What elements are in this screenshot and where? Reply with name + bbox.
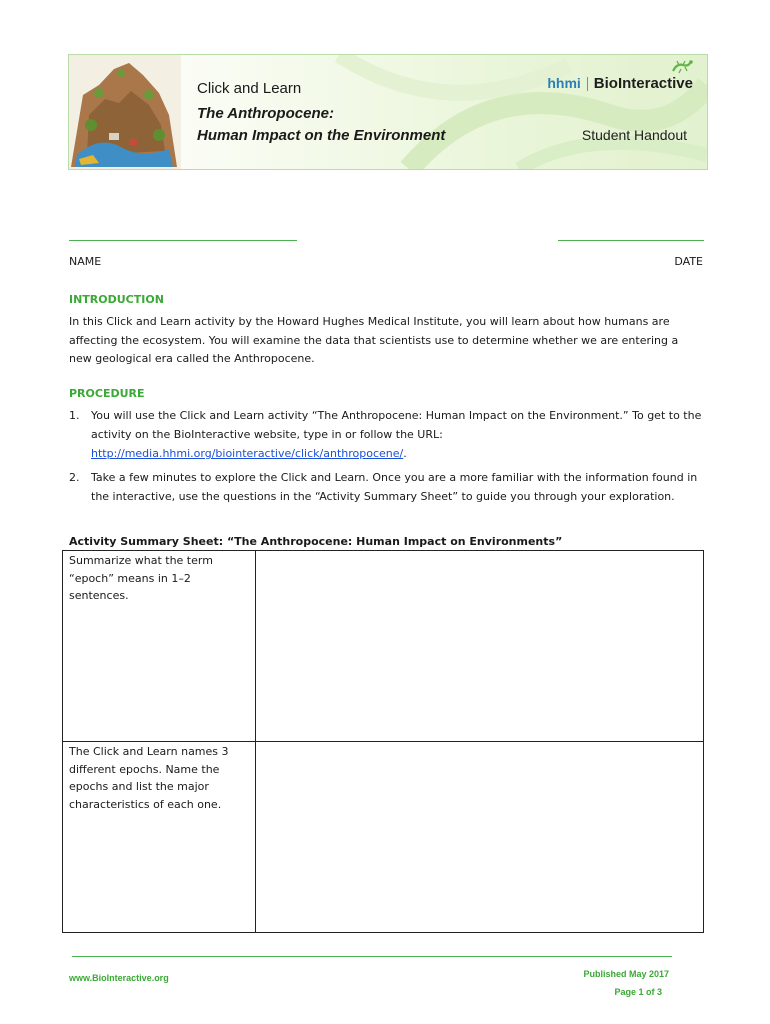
question-cell: The Click and Learn names 3 different epochs. Name the epochs and list the major characteristics of each one. — [63, 742, 256, 933]
footer-website: www.BioInteractive.org — [69, 973, 169, 983]
procedure-step-1 — [69, 406, 704, 463]
introduction-heading: INTRODUCTION — [69, 293, 164, 306]
table-row — [63, 742, 704, 933]
banner-title-click-and-learn: Click and Learn — [197, 80, 302, 97]
banner-subtitle: Human Impact on the Environment — [197, 127, 446, 144]
footer-divider — [72, 956, 672, 957]
procedure-heading: PROCEDURE — [69, 387, 145, 400]
footer-published-date: Published May 2017 — [583, 969, 669, 979]
date-label: DATE — [674, 255, 703, 268]
question-cell: Summarize what the term “epoch” means in 1–2 sentences. — [63, 551, 256, 742]
step-number: 1. — [69, 409, 80, 422]
name-input-line[interactable] — [69, 240, 297, 241]
mountain-landscape-illustration — [69, 55, 181, 169]
date-input-line[interactable] — [558, 240, 704, 241]
logo-divider — [587, 77, 588, 91]
activity-url-link[interactable]: http://media.hhmi.org/biointeractive/click/anthropocene/ — [91, 447, 404, 460]
answer-cell[interactable] — [256, 742, 704, 933]
document-type-label: Student Handout — [581, 127, 687, 143]
banner-title-anthropocene: The Anthropocene: — [197, 105, 334, 122]
procedure-step-2 — [69, 468, 704, 506]
hhmi-logo-text: hhmi — [547, 75, 581, 91]
footer-page-number: Page 1 of 3 — [614, 987, 662, 997]
table-row — [63, 551, 704, 742]
answer-cell[interactable] — [256, 551, 704, 742]
step-number: 2. — [69, 471, 80, 484]
introduction-text: In this Click and Learn activity by the Howard Hughes Medical Institute, you will learn about how humans are affecting the ecosystem. You will examine the data that scientists use to determine whether we are entering a new geological era called the Anthropocene. — [69, 315, 679, 365]
summary-sheet-table — [62, 550, 704, 933]
summary-sheet-title: Activity Summary Sheet: “The Anthropocene: Human Impact on Environments” — [69, 535, 563, 548]
biointeractive-logo-text: BioInteractive — [593, 75, 693, 92]
gecko-logo-icon — [671, 59, 693, 75]
name-label: NAME — [69, 255, 102, 268]
step-text: You will use the Click and Learn activity “The Anthropocene: Human Impact on the Environment.” To get to the activity on the BioInteractive website, type in or follow the URL: — [91, 409, 702, 441]
hhmi-biointeractive-logo — [547, 75, 693, 92]
step-period: . — [403, 447, 407, 460]
step-text: Take a few minutes to explore the Click and Learn. Once you are a more familiar with the information found in the interactive, use the questions in the “Activity Summary Sheet” to guide you through your exploration. — [91, 471, 698, 503]
header-banner — [68, 54, 708, 170]
